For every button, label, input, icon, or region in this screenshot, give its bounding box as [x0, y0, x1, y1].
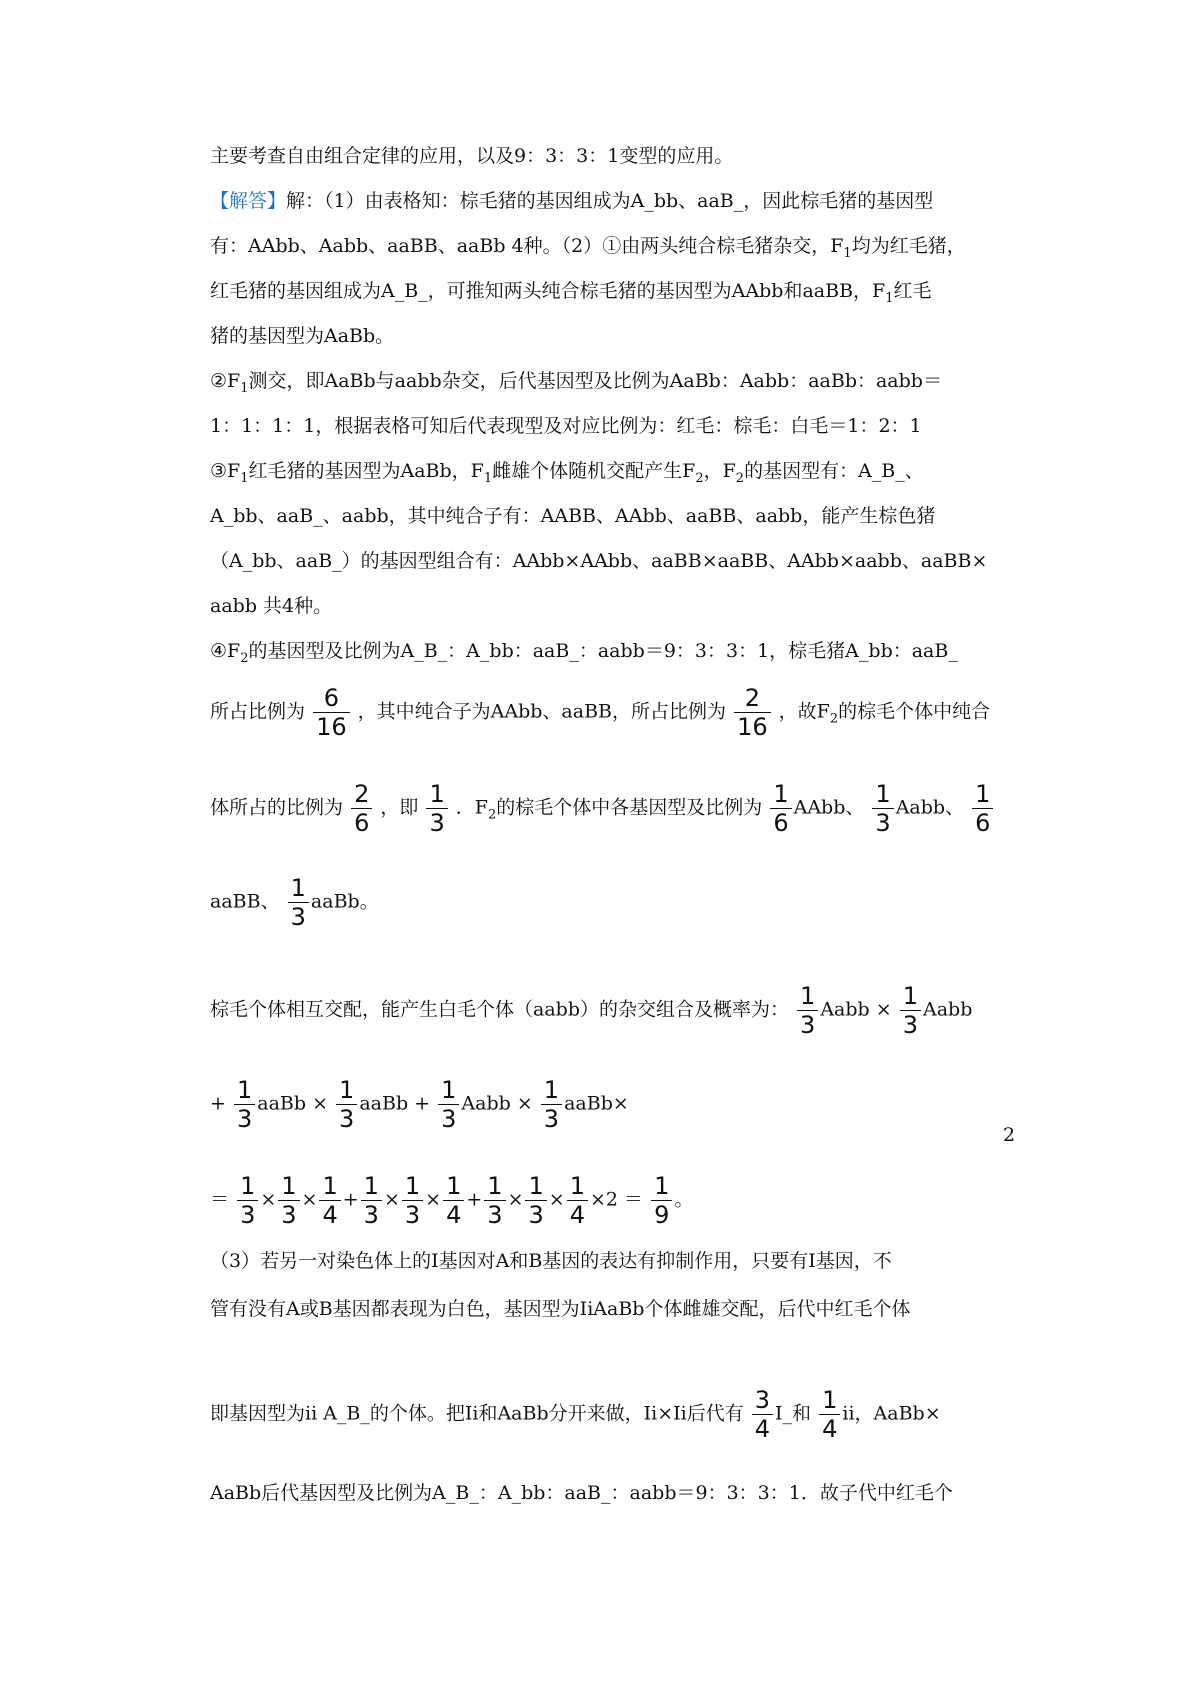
fraction: $\frac{1}{3}$ — [797, 982, 818, 1039]
text-line: 所占比例为 $\frac{6}{16}$ ，其中纯合子为AAbb、aaBB，所占比例为 $\frac{2}{16}$ ，故$F_2$的棕毛个体中纯合 — [210, 684, 991, 741]
fraction: $\frac{3}{4}$ — [752, 1386, 773, 1443]
fraction: $\frac{1}{3}$ — [234, 1076, 255, 1133]
fraction: $\frac{1}{6}$ — [770, 780, 791, 837]
answer-tag: 【解答】 — [210, 190, 287, 212]
fraction: $\frac{2}{16}$ — [734, 684, 771, 741]
fraction: $\frac{1}{3}$ — [438, 1076, 459, 1133]
text-line: $②F_1$测交，即AaBb与aabb杂交，后代基因型及比例为AaBb：Aabb：aaBb：aabb＝ — [210, 370, 942, 396]
fraction: $\frac{1}{3}$ — [541, 1076, 562, 1133]
fraction: $\frac{1}{4}$ — [819, 1386, 840, 1443]
text-line: 红毛猪的基因组成为A_B_，可推知两头纯合棕毛猪的基因型为AAbb和aaBB，$F_1$红毛 — [210, 280, 932, 306]
fraction: $\frac{1}{3}$ — [288, 874, 309, 931]
fraction: $\frac{1}{3}$ — [426, 780, 447, 837]
text-line: 猪的基因型为AaBb。 — [210, 325, 395, 347]
text-line: $③F_1$红毛猪的基因型为AaBb，$F_1$雌雄个体随机交配产生$F_2$，$F_2$的基因型有：A_B_、 — [210, 460, 924, 486]
fraction: $\frac{1}{3}$ — [872, 780, 893, 837]
fraction: $\frac{6}{16}$ — [313, 684, 350, 741]
text-line: aaBB、 $\frac{1}{3}$ aaBb。 — [210, 874, 379, 931]
page-number: 2 — [1003, 1124, 1016, 1146]
text-line: $④F_2$的基因型及比例为A_B_：A_bb：aaB_：aabb＝9：3：3：1，棕毛猪A_bb：aaB_ — [210, 640, 958, 666]
text-line: A_bb、aaB_、aabb，其中纯合子有：AABB、AAbb、aaBB、aabb，能产生棕色猪 — [210, 505, 936, 527]
fraction: $\frac{1}{6}$ — [972, 780, 993, 837]
text-line: （A_bb、aaB_）的基因型组合有：AAbb×AAbb、aaBB×aaBB、AAbb×aabb、aaBB× — [210, 550, 988, 572]
text-line: 【解答】解：（1）由表格知：棕毛猪的基因组成为A_bb、aaB_，因此棕毛猪的基因型 — [210, 190, 934, 212]
text-line: 即基因型为ii A_B_的个体。把Ii和AaBb分开来做，Ii×Ii后代有 $\frac{3}{4}$ I_和 $\frac{1}{4}$ ii，AaBb× — [210, 1386, 941, 1443]
text-line: 有：AAbb、Aabb、aaBB、aaBb 4种。（2）①由两头纯合棕毛猪杂交，$F_1$均为红毛猪， — [210, 235, 966, 261]
text-line: 主要考查自由组合定律的应用，以及9：3：3：1变型的应用。 — [210, 145, 734, 167]
text-line: 棕毛个体相互交配，能产生白毛个体（aabb）的杂交组合及概率为： $\frac{1}{3}$ Aabb × $\frac{1}{3}$ Aabb — [210, 982, 973, 1039]
fraction: $\frac{2}{6}$ — [351, 780, 372, 837]
text-line: （3）若另一对染色体上的I基因对A和B基因的表达有抑制作用，只要有I基因，不 — [210, 1250, 892, 1272]
text-line: AaBb后代基因型及比例为A_B_：A_bb：aaB_：aabb＝9：3：3：1．故子代中红毛个 — [210, 1482, 953, 1504]
fraction: $\frac{1}{3}$ — [900, 982, 921, 1039]
text-line: 体所占的比例为 $\frac{2}{6}$ ，即 $\frac{1}{3}$ ．$F_2$的棕毛个体中各基因型及比例为 $\frac{1}{6}$ AAbb、 $\frac{1}{3}$ Aabb、 $\frac{1}{6}$ — [210, 780, 1020, 837]
equation-line: ＝ $\frac{1}{3}$ × $\frac{1}{3}$ × $\frac{1}{4}$ + $\frac{1}{3}$ × $\frac{1}{3}$ × $\frac{1}{4}$ + $\frac{1}{3}$ × $\frac{1}{3}$ × $\frac{1}{4}$ ×2 ＝ $\frac{1}{9}$ 。 — [210, 1172, 694, 1229]
text-line: + $\frac{1}{3}$ aaBb × $\frac{1}{3}$ aaBb + $\frac{1}{3}$ Aabb × $\frac{1}{3}$ aaBb× — [210, 1076, 629, 1133]
text-line: 管有没有A或B基因都表现为白色，基因型为IiAaBb个体雌雄交配，后代中红毛个体 — [210, 1298, 911, 1320]
text-line: aabb 共4种。 — [210, 595, 333, 617]
fraction: $\frac{1}{3}$ — [336, 1076, 357, 1133]
text-line: 1：1：1：1，根据表格可知后代表现型及对应比例为：红毛：棕毛：白毛＝1：2：1 — [210, 415, 922, 437]
